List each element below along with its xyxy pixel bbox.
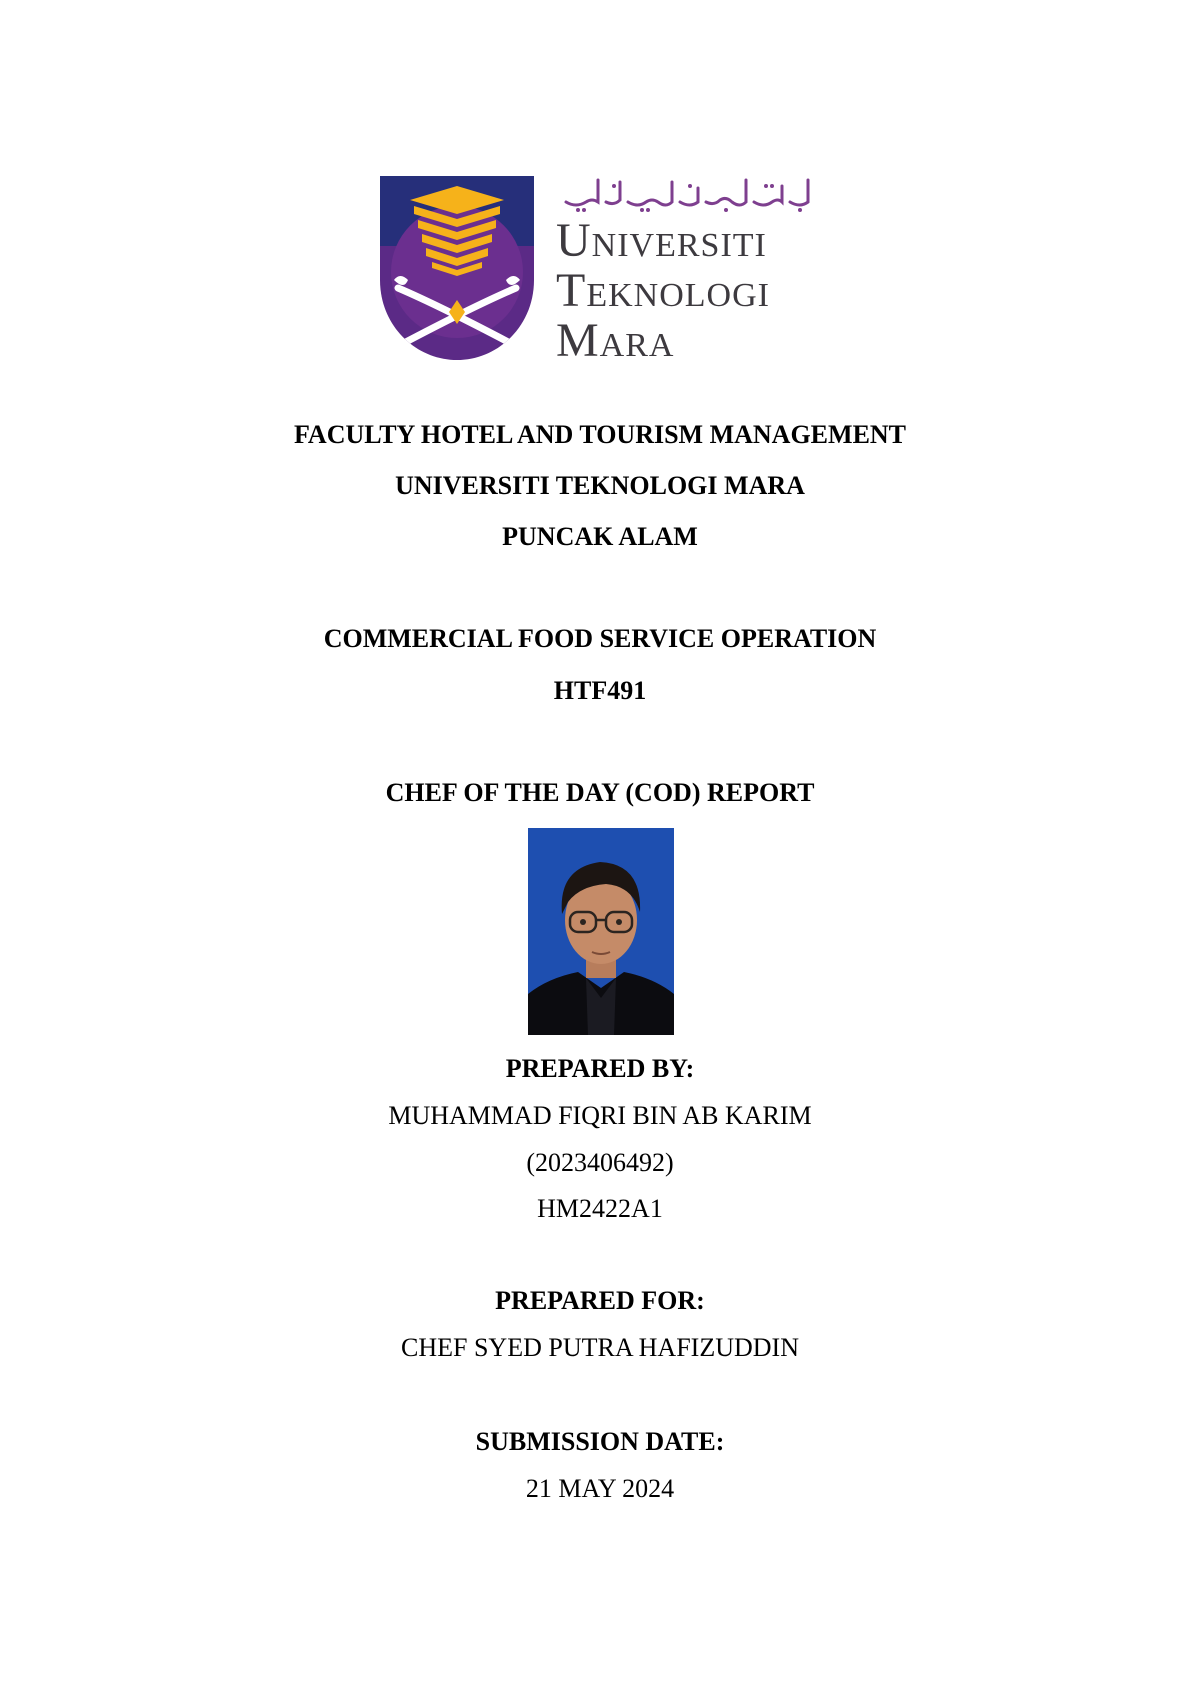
student-id: (2023406492) <box>526 1148 674 1177</box>
prepared-for-label: PREPARED FOR: <box>495 1286 705 1315</box>
jawi-script-wordmark <box>560 172 822 214</box>
jawi-script-graphic <box>560 172 822 214</box>
campus-name: PUNCAK ALAM <box>502 522 698 551</box>
portrait-graphic <box>528 828 674 1035</box>
submission-date: 21 MAY 2024 <box>525 1474 675 1503</box>
wordmark-line: Universiti <box>556 214 767 267</box>
student-photo <box>528 828 674 1035</box>
wordmark-line: Teknologi <box>556 264 770 317</box>
lecturer-name: CHEF SYED PUTRA HAFIZUDDIN <box>401 1333 799 1362</box>
student-group: HM2422A1 <box>537 1194 663 1223</box>
student-name: MUHAMMAD FIQRI BIN AB KARIM <box>388 1101 812 1130</box>
university-logo <box>380 172 830 367</box>
university-name: UNIVERSITI TEKNOLOGI MARA <box>395 471 805 500</box>
prepared-by-label: PREPARED BY: <box>505 1054 695 1083</box>
course-code: HTF491 <box>553 676 647 705</box>
university-wordmark <box>556 216 770 366</box>
uitm-shield-emblem <box>380 176 534 360</box>
faculty-name: FACULTY HOTEL AND TOURISM MANAGEMENT <box>293 420 907 449</box>
report-title: CHEF OF THE DAY (COD) REPORT <box>385 778 815 807</box>
submission-date-label: SUBMISSION DATE: <box>475 1427 725 1456</box>
course-name: COMMERCIAL FOOD SERVICE OPERATION <box>323 624 877 653</box>
wordmark-line: Mara <box>556 314 675 367</box>
